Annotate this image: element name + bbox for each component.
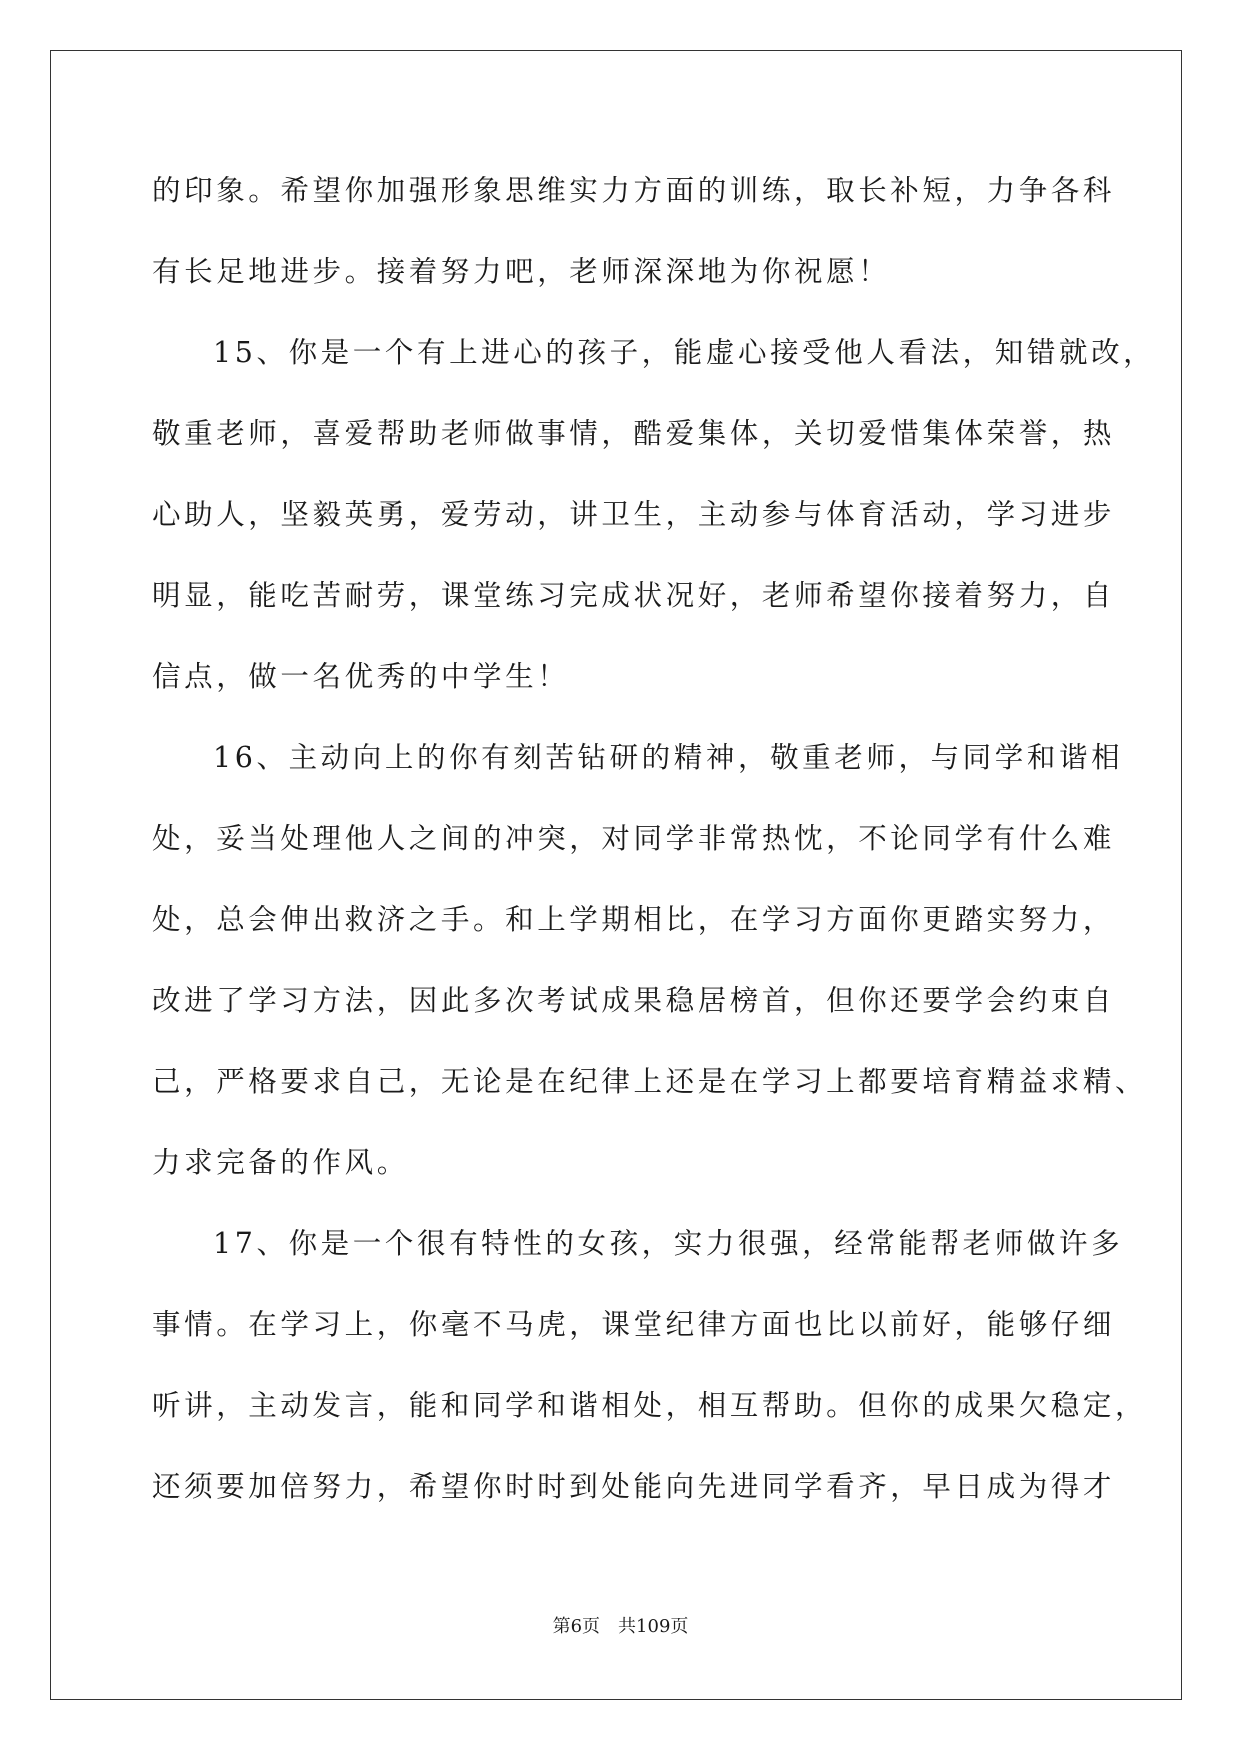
text-line-16: 听讲，主动发言，能和同学和谐相处，相互帮助。但你的成果欠稳定， <box>152 1389 1148 1422</box>
paragraph-16-start: 16、主动向上的你有刻苦钻研的精神，敬重老师，与同学和谐相 <box>213 741 1124 774</box>
text-line-12: 己，严格要求自己，无论是在纪律上还是在学习上都要培育精益求精、 <box>152 1065 1148 1098</box>
text-line-2: 有长足地进步。接着努力吧，老师深深地为你祝愿！ <box>152 255 891 288</box>
text-line-9: 处，妥当处理他人之间的冲突，对同学非常热忱，不论同学有什么难 <box>152 822 1116 855</box>
text-line-6: 明显，能吃苦耐劳，课堂练习完成状况好，老师希望你接着努力，自 <box>152 579 1116 612</box>
text-line-4: 敬重老师，喜爱帮助老师做事情，酷爱集体，关切爱惜集体荣誉，热 <box>152 417 1116 450</box>
text-line-7: 信点，做一名优秀的中学生！ <box>152 660 570 693</box>
page-footer <box>0 1612 1241 1638</box>
text-line-10: 处，总会伸出救济之手。和上学期相比，在学习方面你更踏实努力， <box>152 903 1116 936</box>
paragraph-15-start: 15、你是一个有上进心的孩子，能虚心接受他人看法，知错就改， <box>213 336 1156 369</box>
text-line-17: 还须要加倍努力，希望你时时到处能向先进同学看齐，早日成为得才 <box>152 1470 1116 1503</box>
total-pages: 共109页 <box>618 1616 689 1637</box>
document-body <box>152 162 1156 1539</box>
text-line-13: 力求完备的作风。 <box>152 1146 409 1179</box>
text-line-1: 的印象。希望你加强形象思维实力方面的训练，取长补短，力争各科 <box>152 174 1116 207</box>
paragraph-17-start: 17、你是一个很有特性的女孩，实力很强，经常能帮老师做许多 <box>213 1227 1124 1260</box>
text-line-5: 心助人，坚毅英勇，爱劳动，讲卫生，主动参与体育活动，学习进步 <box>152 498 1116 531</box>
text-line-11: 改进了学习方法，因此多次考试成果稳居榜首，但你还要学会约束自 <box>152 984 1116 1017</box>
text-line-15: 事情。在学习上，你毫不马虎，课堂纪律方面也比以前好，能够仔细 <box>152 1308 1116 1341</box>
page-number: 第6页 <box>552 1616 601 1637</box>
